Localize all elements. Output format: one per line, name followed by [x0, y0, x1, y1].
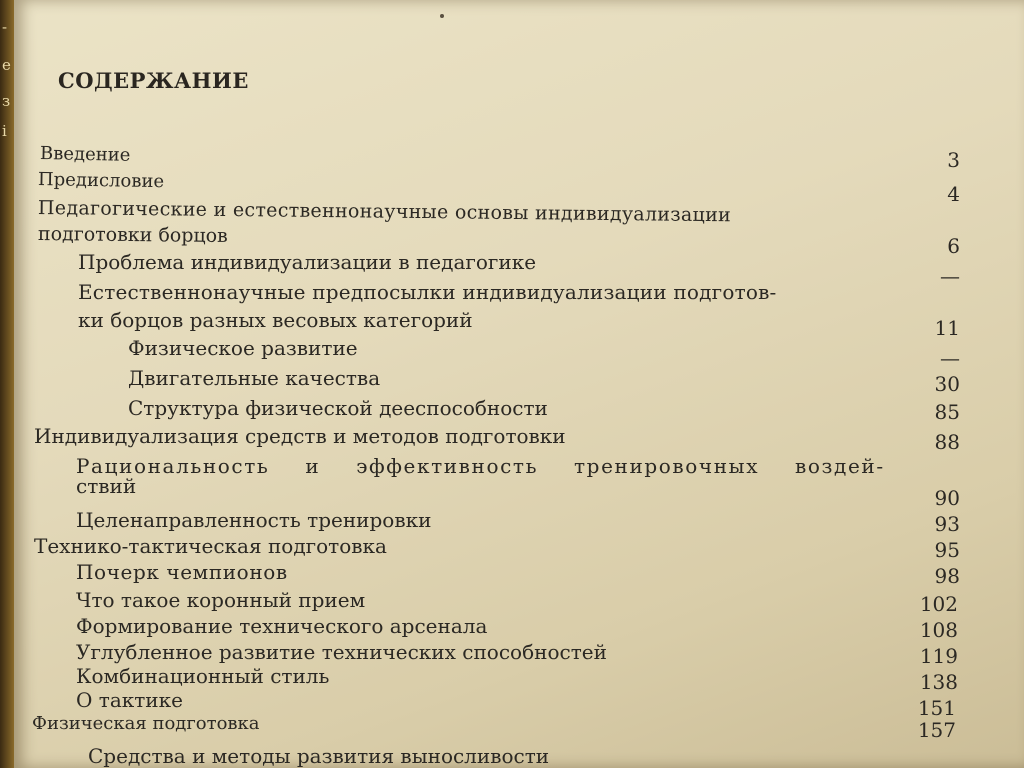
- toc-entry-text: Почерк чемпионов: [76, 560, 288, 584]
- leader-dots: [246, 240, 886, 244]
- leader-dots: [154, 496, 884, 500]
- leader-dots: [388, 356, 878, 360]
- leader-dots: [328, 580, 878, 584]
- toc-page-number: 151: [917, 696, 956, 720]
- toc-page-number: 119: [919, 644, 958, 668]
- toc-entry-text: Целенаправленность тренировки: [76, 508, 432, 532]
- toc-entry-text: ки борцов разных весовых категорий: [78, 308, 473, 332]
- toc-entry-text: Средства и методы развития выносливости: [88, 744, 550, 768]
- toc-entry: [34, 424, 566, 448]
- toc-entry: [76, 688, 183, 712]
- toc-entry-text: Введение: [39, 143, 131, 166]
- toc-entry: [76, 454, 885, 478]
- leader-dots: [184, 180, 904, 197]
- toc-page-number: —: [940, 264, 960, 288]
- toc-page-number: 102: [919, 592, 958, 616]
- toc-page-number: —: [940, 346, 960, 370]
- edge-letter: і: [2, 122, 7, 140]
- toc-entry-text: подготовки борцов: [37, 223, 228, 247]
- toc-entry: [76, 588, 365, 612]
- toc-entry-text: Педагогические и естественнонаучные основы индивидуализации: [37, 197, 732, 227]
- toc-page-number: 93: [934, 512, 960, 536]
- toc-entry-text: Физическая подготовка: [32, 713, 260, 734]
- toc-page-number: 98: [934, 564, 960, 588]
- toc-entry: [38, 222, 228, 248]
- toc-page-number: 85: [934, 400, 960, 424]
- page-title: СОДЕРЖАНИЕ: [58, 68, 249, 93]
- edge-letter: е: [2, 56, 11, 74]
- toc-entry-text: Технико-тактическая подготовка: [34, 534, 387, 558]
- toc-entry-text: Углубленное развитие технических способностей: [76, 640, 607, 664]
- toc-entry: [76, 474, 136, 498]
- toc-entry: [34, 534, 387, 558]
- toc-entry: [78, 250, 536, 274]
- table-of-contents: [14, 0, 1024, 768]
- toc-page-number: 88: [934, 430, 960, 454]
- toc-entry: [32, 712, 260, 736]
- book-page: [14, 0, 1024, 768]
- toc-entry: [40, 142, 131, 168]
- edge-letter: -: [2, 18, 8, 36]
- toc-entry: [76, 508, 431, 532]
- toc-entry: [78, 280, 777, 304]
- leader-dots: [426, 608, 876, 612]
- toc-entry-text: Проблема индивидуализации в педагогике: [78, 250, 537, 274]
- toc-page-number: 6: [947, 234, 960, 258]
- toc-entry: [78, 308, 473, 332]
- leader-dots: [554, 634, 874, 638]
- toc-page-number: 90: [934, 486, 960, 510]
- toc-entry-text: Двигательные качества: [128, 366, 381, 390]
- toc-entry: [88, 744, 549, 768]
- leader-dots: [610, 416, 880, 420]
- toc-entry-text: Естественнонаучные предпосылки индивидуализации подготов-: [78, 280, 777, 304]
- toc-entry: [128, 396, 548, 420]
- toc-entry: [76, 664, 329, 688]
- toc-entry: [128, 336, 358, 360]
- toc-entry: [38, 168, 164, 194]
- toc-entry-text: Физическое развитие: [128, 336, 358, 360]
- toc-page-number: 108: [919, 618, 958, 642]
- toc-entry-text: Что такое коронный прием: [76, 588, 366, 612]
- toc-entry-text: Индивидуализация средств и методов подготовки: [34, 424, 566, 448]
- leader-dots: [500, 528, 880, 532]
- toc-entry-text: Предисловие: [37, 169, 165, 193]
- toc-page-number: 3: [947, 148, 960, 172]
- leader-dots: [696, 660, 876, 664]
- leader-dots: [614, 270, 654, 274]
- toc-entry: [76, 614, 487, 638]
- toc-entry-text: Структура физической дееспособности: [128, 396, 548, 420]
- toc-entry-text: ствий: [76, 474, 137, 498]
- leader-dots: [562, 328, 882, 332]
- leader-dots: [428, 554, 878, 558]
- toc-page-number: 138: [919, 670, 958, 694]
- toc-entry-text: Комбинационный стиль: [76, 664, 330, 688]
- toc-entry-text: Рациональность и эффективность тренировочных воздей-: [76, 454, 885, 478]
- leader-dots: [644, 444, 884, 448]
- leader-dots: [410, 386, 880, 390]
- toc-entry-text: О тактике: [76, 688, 183, 712]
- toc-entry-text: Формирование технического арсенала: [76, 614, 488, 638]
- toc-page-number: 11: [934, 316, 960, 340]
- toc-entry: [76, 640, 607, 664]
- adjacent-page-edge: [0, 0, 14, 768]
- toc-entry: [76, 560, 288, 584]
- leader-dots: [152, 152, 902, 172]
- toc-page-number: 157: [917, 718, 956, 742]
- edge-letter: з: [2, 92, 11, 110]
- toc-page-number: 95: [934, 538, 960, 562]
- toc-page-number: 4: [947, 182, 960, 206]
- toc-entry: [128, 366, 380, 390]
- toc-page-number: 30: [934, 372, 960, 396]
